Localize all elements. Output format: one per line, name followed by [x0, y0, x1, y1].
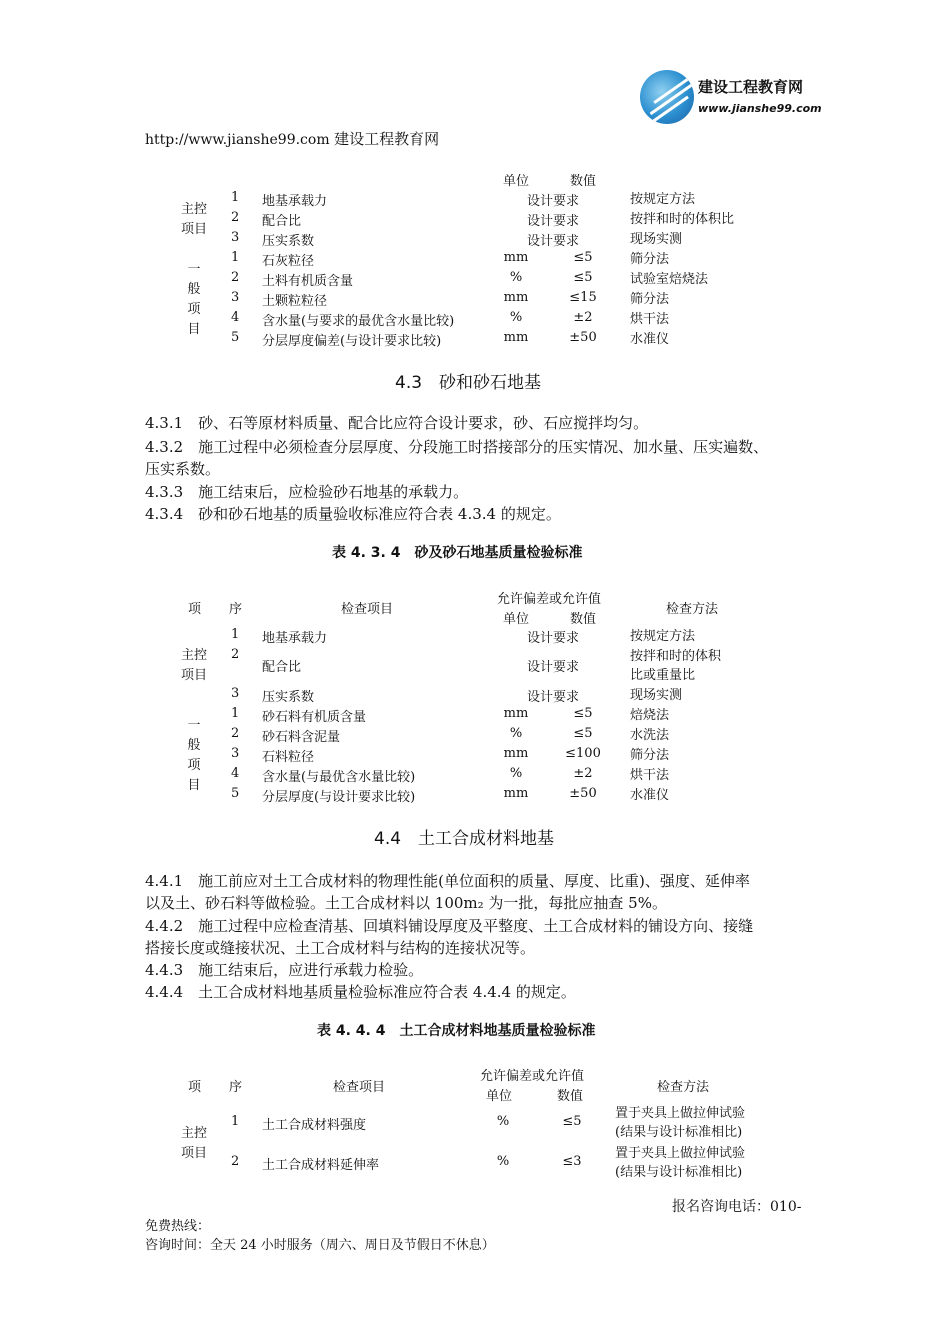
row-value: ±2 [573, 310, 593, 325]
site-logo [640, 70, 822, 124]
section-heading-4-3: 4.3 砂和砂石地基 [395, 373, 542, 393]
paragraph: 4.4.4 土工合成材料地基质量检验标准应符合表 4.4.4 的规定。 [145, 983, 576, 1001]
paragraph: 4.3.3 施工结束后，应检验砂石地基的承载力。 [145, 483, 469, 501]
row-check-item: 石料粒径 [262, 750, 315, 765]
row-unit: mm [503, 706, 529, 721]
row-number: 4 [231, 310, 240, 325]
row-method: 水准仪 [630, 788, 670, 803]
group-main: 主控 项目 [180, 648, 207, 683]
row-check-item: 石灰粒径 [262, 254, 315, 269]
row-check-item: 配合比 [262, 660, 302, 675]
paragraph: 4.3.1 砂、石等原材料质量、配合比应符合设计要求，砂、石应搅拌均匀。 [145, 414, 649, 432]
group-main: 主控 项目 [180, 202, 207, 237]
paragraph: 压实系数。 [145, 460, 221, 478]
row-check-item: 含水量(与最优含水量比较) [262, 770, 416, 785]
row-value: 设计要求 [527, 690, 580, 705]
header-method: 检查方法 [666, 602, 719, 617]
paragraph: 4.4.2 施工过程中应检查清基、回填料铺设厚度及平整度、土工合成材料的铺设方向、接缝 [145, 917, 754, 935]
row-value: ±50 [569, 786, 597, 801]
logo-url: www.jianshe99.com [698, 102, 822, 115]
row-method: 筛分法 [630, 292, 670, 307]
row-number: 2 [231, 1154, 240, 1169]
footer-hours: 咨询时间：全天 24 小时服务（周六、周日及节假日不休息） [145, 1238, 495, 1253]
row-check-item: 压实系数 [262, 234, 315, 249]
row-unit: mm [503, 290, 529, 305]
row-value: ≤5 [562, 1114, 582, 1129]
paragraph: 4.3.4 砂和砂石地基的质量验收标准应符合表 4.3.4 的规定。 [145, 505, 561, 523]
col-value-header: 数值 [570, 174, 597, 189]
row-check-item: 地基承载力 [262, 631, 328, 646]
row-number: 4 [231, 766, 240, 781]
footer-phone: 报名咨询电话：010- [672, 1199, 802, 1215]
group-general: 一 般 项 目 [187, 262, 201, 337]
row-method: 按拌和时的体积比 [630, 212, 735, 227]
row-number: 3 [231, 686, 240, 701]
row-check-item: 土料有机质含量 [262, 274, 354, 289]
row-number: 5 [231, 786, 240, 801]
row-method: 筛分法 [630, 748, 670, 763]
row-number: 2 [231, 726, 240, 741]
row-value: ≤15 [569, 290, 597, 305]
row-unit: % [509, 766, 523, 781]
row-value: ≤100 [565, 746, 601, 761]
header-unit: 单位 [503, 612, 530, 627]
row-number: 1 [231, 250, 240, 265]
row-number: 2 [231, 210, 240, 225]
footer-hotline: 免费热线： [145, 1219, 211, 1234]
header-unit: 单位 [486, 1089, 513, 1104]
header-check: 检查项目 [341, 602, 394, 617]
header-no: 序 [229, 1080, 243, 1095]
header-no: 序 [229, 602, 243, 617]
row-method: 烘干法 [630, 768, 670, 783]
row-method: 置于夹具上做拉伸试验 (结果与设计标准相比) [615, 1146, 746, 1180]
row-check-item: 砂石料含泥量 [262, 730, 341, 745]
row-unit: % [496, 1154, 510, 1169]
row-method: 水准仪 [630, 332, 670, 347]
header-value: 数值 [557, 1089, 584, 1104]
row-check-item: 压实系数 [262, 690, 315, 705]
col-unit-header: 单位 [503, 174, 530, 189]
group-general: 一 般 项 目 [187, 718, 201, 793]
header-item: 项 [188, 602, 202, 617]
header-tolerance: 允许偏差或允许值 [480, 1069, 585, 1084]
header-method: 检查方法 [657, 1080, 710, 1095]
row-method: 现场实测 [630, 688, 683, 703]
row-unit: % [509, 270, 523, 285]
row-method: 烘干法 [630, 312, 670, 327]
row-check-item: 含水量(与要求的最优含水量比较) [262, 314, 455, 329]
paragraph: 以及土、砂石料等做检验。土工合成材料以 100m₂ 为一批，每批应抽查 5%。 [145, 894, 667, 912]
section-heading-4-4: 4.4 土工合成材料地基 [374, 829, 555, 849]
row-method: 置于夹具上做拉伸试验 (结果与设计标准相比) [615, 1106, 746, 1140]
header-value: 数值 [570, 612, 597, 627]
row-number: 2 [231, 270, 240, 285]
row-value: 设计要求 [527, 194, 580, 209]
paragraph: 4.4.1 施工前应对土工合成材料的物理性能(单位面积的质量、厚度、比重)、强度、延伸率 [145, 872, 750, 890]
row-unit: mm [503, 330, 529, 345]
logo-globe-icon [640, 70, 694, 124]
group-main: 主控 项目 [180, 1126, 207, 1161]
row-value: 设计要求 [527, 660, 580, 675]
header-check: 检查项目 [333, 1080, 386, 1095]
row-value: 设计要求 [527, 234, 580, 249]
row-unit: mm [503, 746, 529, 761]
table-title-4-3-4: 表 4. 3. 4 砂及砂石地基质量检验标准 [332, 545, 583, 561]
header-tolerance: 允许偏差或允许值 [497, 592, 602, 607]
paragraph: 搭接长度或缝接状况、土工合成材料与结构的连接状况等。 [145, 939, 536, 957]
row-number: 1 [231, 190, 240, 205]
row-method: 焙烧法 [630, 708, 670, 723]
row-method: 现场实测 [630, 232, 683, 247]
row-check-item: 分层厚度(与设计要求比较) [262, 790, 416, 805]
row-method: 按规定方法 [630, 629, 696, 644]
row-check-item: 土工合成材料强度 [262, 1118, 367, 1133]
row-number: 1 [231, 627, 240, 642]
row-method: 按规定方法 [630, 192, 696, 207]
site-url[interactable]: http://www.jianshe99.com 建设工程教育网 [145, 130, 440, 148]
row-number: 3 [231, 746, 240, 761]
row-value: ±50 [569, 330, 597, 345]
row-value: ≤3 [562, 1154, 582, 1169]
row-value: ≤5 [573, 726, 593, 741]
row-value: ≤5 [573, 270, 593, 285]
row-number: 5 [231, 330, 240, 345]
header-item: 项 [188, 1080, 202, 1095]
row-number: 1 [231, 706, 240, 721]
row-check-item: 配合比 [262, 214, 302, 229]
row-unit: mm [503, 786, 529, 801]
row-value: ±2 [573, 766, 593, 781]
row-method: 按拌和时的体积 比或重量比 [630, 649, 722, 683]
row-value: 设计要求 [527, 631, 580, 646]
row-method: 水洗法 [630, 728, 670, 743]
row-method: 筛分法 [630, 252, 670, 267]
row-number: 3 [231, 290, 240, 305]
row-unit: % [509, 310, 523, 325]
row-check-item: 土工合成材料延伸率 [262, 1158, 380, 1173]
row-number: 2 [231, 647, 240, 662]
paragraph: 4.3.2 施工过程中必须检查分层厚度、分段施工时搭接部分的压实情况、加水量、压实遍数、 [145, 438, 769, 456]
row-check-item: 分层厚度偏差(与设计要求比较) [262, 334, 442, 349]
row-value: ≤5 [573, 706, 593, 721]
row-value: ≤5 [573, 250, 593, 265]
row-unit: % [496, 1114, 510, 1129]
row-check-item: 地基承载力 [262, 194, 328, 209]
row-unit: % [509, 726, 523, 741]
paragraph: 4.4.3 施工结束后，应进行承载力检验。 [145, 961, 424, 979]
table-title-4-4-4: 表 4. 4. 4 土工合成材料地基质量检验标准 [317, 1023, 596, 1039]
row-value: 设计要求 [527, 214, 580, 229]
row-check-item: 土颗粒粒径 [262, 294, 328, 309]
row-check-item: 砂石料有机质含量 [262, 710, 367, 725]
row-unit: mm [503, 250, 529, 265]
row-method: 试验室焙烧法 [630, 272, 709, 287]
row-number: 1 [231, 1114, 240, 1129]
logo-title: 建设工程教育网 [698, 78, 804, 96]
row-number: 3 [231, 230, 240, 245]
